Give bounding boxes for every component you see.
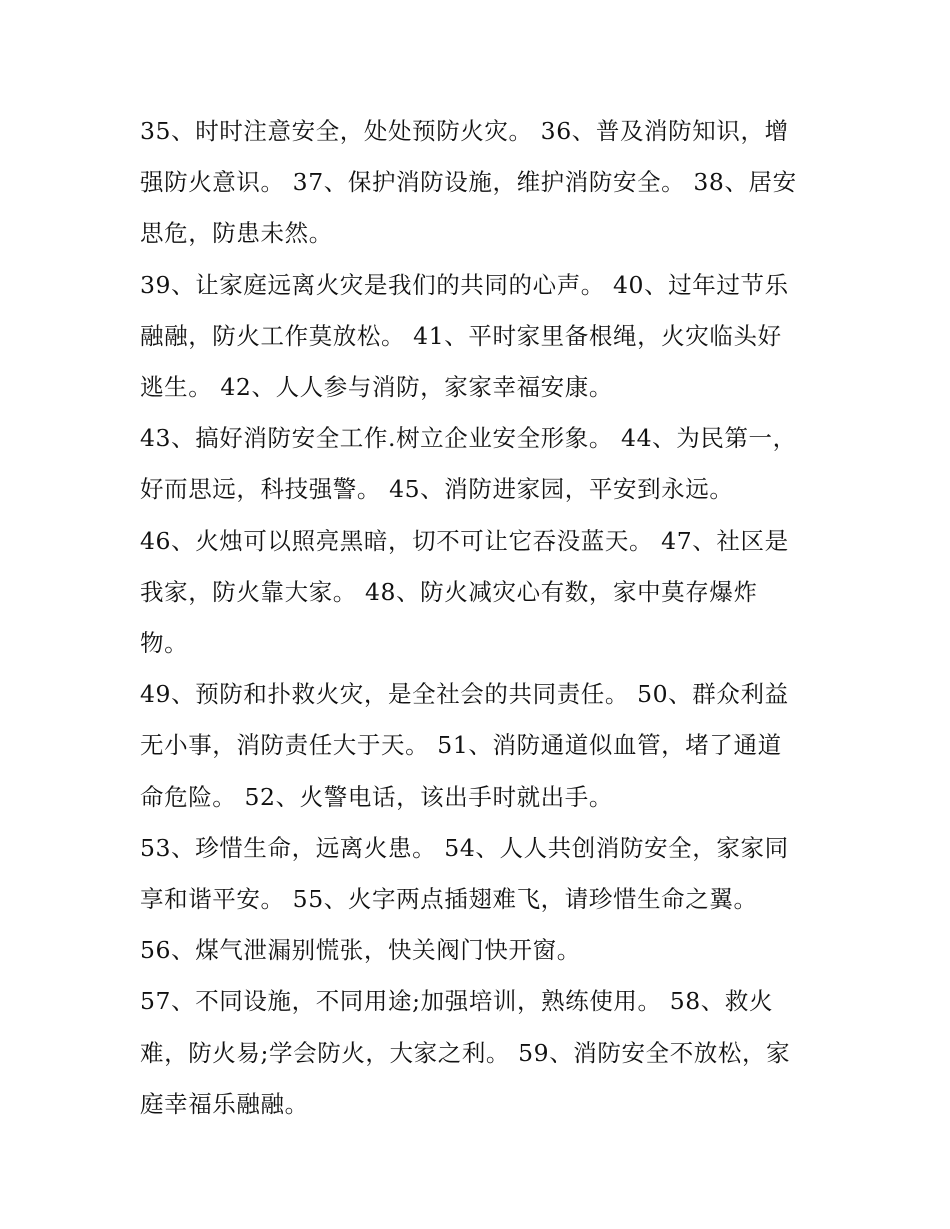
paragraph-53-55: 53、珍惜生命，远离火患。 54、人人共创消防安全，家家同享和谐平安。 55、火字两点插翅难飞，请珍惜生命之翼。 bbox=[140, 833, 789, 914]
paragraph-43-45: 43、搞好消防安全工作.树立企业安全形象。 44、为民第一，好而思远，科技强警。 45、消防进家园，平安到永远。 bbox=[140, 424, 797, 504]
paragraph-39-42: 39、让家庭远离火灾是我们的共同的心声。 40、过年过节乐融融，防火工作莫放松。 41、平时家里备根绳，火灾临头好逃生。 42、人人参与消防，家家幸福安康。 bbox=[140, 270, 789, 402]
paragraph-46-48: 46、火烛可以照亮黑暗，切不可让它吞没蓝天。 47、社区是我家，防火靠大家。 48、防火减灾心有数，家中莫存爆炸物。 bbox=[140, 526, 789, 658]
paragraph-35-38: 35、时时注意安全，处处预防火灾。 36、普及消防知识，增强防火意识。 37、保护消防设施，维护消防安全。 38、居安思危，防患未然。 bbox=[140, 117, 797, 248]
paragraph-49-52: 49、预防和扑救火灾，是全社会的共同责任。 50、群众利益无小事，消防责任大于天。 51、消防通道似血管，堵了通道命危险。 52、火警电话，该出手时就出手。 bbox=[140, 680, 789, 811]
paragraph-56: 56、煤气泄漏别慌张，快关阀门快开窗。 bbox=[140, 936, 581, 965]
document-body bbox=[140, 106, 805, 1130]
paragraph-57-59: 57、不同设施，不同用途;加强培训，熟练使用。 58、救火难，防火易;学会防火，大家之利。 59、消防安全不放松，家庭幸福乐融融。 bbox=[140, 987, 791, 1118]
